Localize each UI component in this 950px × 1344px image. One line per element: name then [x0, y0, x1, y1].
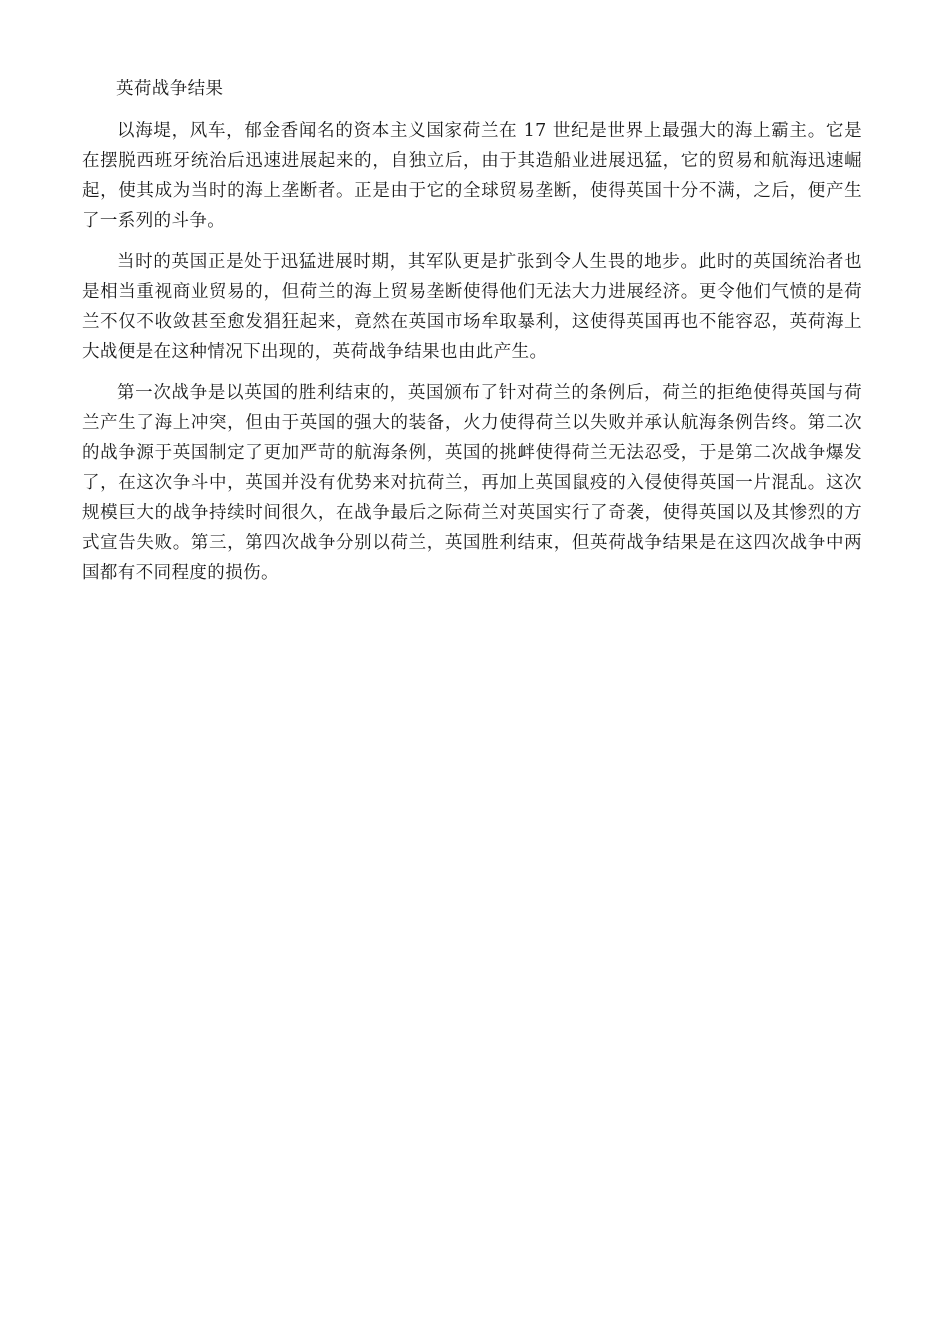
- document-page: [82, 74, 862, 599]
- paragraph-1: 以海堤，风车，郁金香闻名的资本主义国家荷兰在 17 世纪是世界上最强大的海上霸主。它是在摆脱西班牙统治后迅速进展起来的，自独立后，由于其造船业进展迅猛，它的贸易和航海迅速崛起，使其成为当时的海上垄断者。正是由于它的全球贸易垄断，使得英国十分不满，之后，便产生了一系列的斗争。: [82, 121, 862, 231]
- paragraph-2: 当时的英国正是处于迅猛进展时期，其军队更是扩张到令人生畏的地步。此时的英国统治者也是相当重视商业贸易的，但荷兰的海上贸易垄断使得他们无法大力进展经济。更令他们气愤的是荷兰不仅不收敛甚至愈发猖狂起来，竟然在英国市场牟取暴利，这使得英国再也不能容忍，英荷海上大战便是在这种情况下出现的，英荷战争结果也由此产生。: [82, 252, 862, 362]
- document-title: 英荷战争结果: [116, 79, 224, 99]
- paragraph-3: 第一次战争是以英国的胜利结束的，英国颁布了针对荷兰的条例后，荷兰的拒绝使得英国与荷兰产生了海上冲突，但由于英国的强大的装备，火力使得荷兰以失败并承认航海条例告终。第二次的战争源于英国制定了更加严苛的航海条例，英国的挑衅使得荷兰无法忍受，于是第二次战争爆发了，在这次争斗中，英国并没有优势来对抗荷兰，再加上英国鼠疫的入侵使得英国一片混乱。这次规模巨大的战争持续时间很久，在战争最后之际荷兰对英国实行了奇袭，使得英国以及其惨烈的方式宣告失败。第三，第四次战争分别以荷兰，英国胜利结束，但英荷战争结果是在这四次战争中两国都有不同程度的损伤。: [82, 383, 862, 583]
